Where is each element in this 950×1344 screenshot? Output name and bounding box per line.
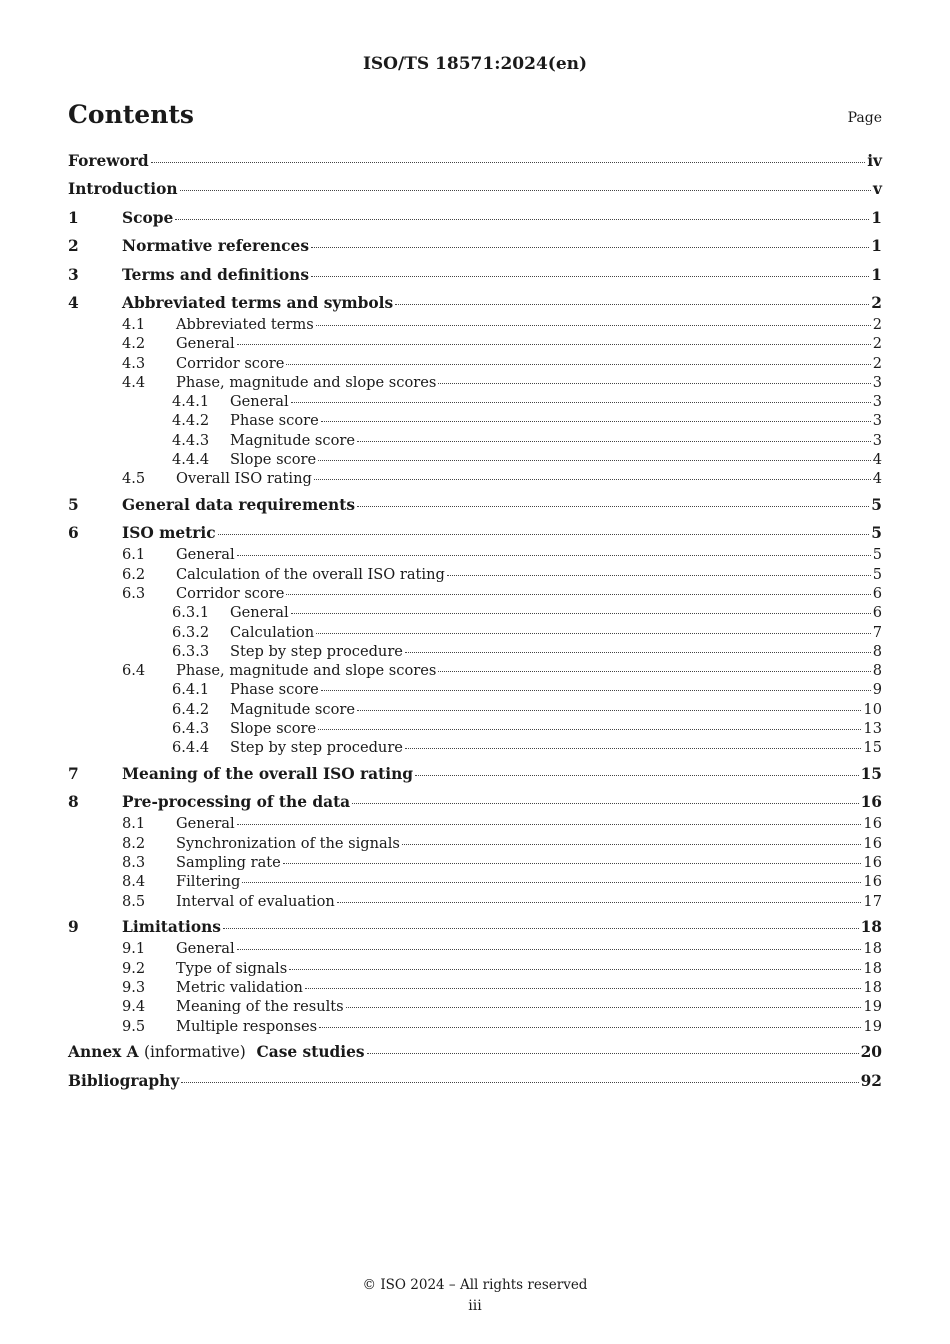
toc-entry-number: 6.3.1 bbox=[172, 604, 210, 622]
toc-entry[interactable] bbox=[68, 1043, 882, 1065]
toc-entry[interactable] bbox=[68, 355, 882, 374]
toc-leader-dots bbox=[438, 670, 870, 672]
toc-entry-title: Terms and definitions bbox=[122, 265, 310, 284]
toc-leader-dots bbox=[237, 343, 871, 345]
toc-entry-page: 16 bbox=[863, 815, 882, 833]
contents-title: Contents bbox=[68, 100, 195, 129]
toc-entry-number: 9.1 bbox=[122, 940, 146, 958]
toc-entry[interactable] bbox=[68, 815, 882, 834]
toc-entry-page: 2 bbox=[872, 335, 882, 353]
toc-leader-dots bbox=[283, 862, 862, 864]
table-of-contents bbox=[68, 152, 882, 1094]
toc-entry-title: Interval of evaluation bbox=[176, 892, 335, 910]
toc-entry[interactable] bbox=[68, 643, 882, 662]
toc-leader-dots bbox=[237, 823, 862, 825]
toc-entry-number: 8.3 bbox=[122, 854, 146, 872]
toc-entry[interactable] bbox=[68, 854, 882, 873]
footer-copyright: © ISO 2024 – All rights reserved bbox=[362, 1277, 588, 1293]
toc-entry-page: iv bbox=[867, 152, 882, 170]
toc-entry-number: 9.4 bbox=[122, 998, 146, 1016]
toc-leader-dots bbox=[291, 612, 871, 614]
toc-entry-page: 1 bbox=[871, 237, 882, 256]
footer-page-number: iii bbox=[468, 1298, 482, 1314]
toc-entry-page: 6 bbox=[872, 585, 882, 602]
toc-entry-title: General bbox=[230, 604, 289, 622]
toc-entry-page: 17 bbox=[863, 892, 882, 910]
toc-entry-title: General bbox=[176, 940, 235, 958]
toc-entry-title: Meaning of the overall ISO rating bbox=[122, 765, 414, 784]
toc-leader-dots bbox=[175, 218, 869, 220]
toc-entry-number: 6.3.2 bbox=[172, 623, 210, 641]
toc-entry-page: 3 bbox=[872, 393, 882, 411]
toc-entry-page: 5 bbox=[872, 546, 882, 564]
toc-entry-title: Corridor score bbox=[176, 585, 285, 602]
toc-entry-title: Metric validation bbox=[176, 978, 303, 996]
toc-entry-number: 8.2 bbox=[122, 834, 146, 852]
toc-entry-title: Sampling rate bbox=[176, 854, 281, 872]
toc-entry[interactable] bbox=[68, 662, 882, 681]
toc-leader-dots bbox=[405, 747, 861, 749]
toc-entry[interactable] bbox=[68, 873, 882, 892]
toc-entry[interactable] bbox=[68, 940, 882, 959]
toc-entry-title: Abbreviated terms and symbols bbox=[122, 293, 394, 312]
toc-entry[interactable] bbox=[68, 180, 882, 202]
toc-leader-dots bbox=[181, 1081, 858, 1083]
toc-leader-dots bbox=[395, 303, 869, 305]
toc-entry[interactable] bbox=[68, 566, 882, 585]
toc-entry-page: 8 bbox=[872, 642, 882, 660]
toc-leader-dots bbox=[321, 689, 871, 691]
toc-entry[interactable] bbox=[68, 496, 882, 518]
toc-leader-dots bbox=[402, 843, 862, 845]
toc-entry-number: 4.4.3 bbox=[172, 431, 210, 449]
toc-entry-title: Calculation of the overall ISO rating bbox=[176, 565, 445, 583]
toc-entry[interactable] bbox=[68, 835, 882, 854]
toc-entry-number: 8.5 bbox=[122, 892, 146, 910]
toc-leader-dots bbox=[180, 189, 871, 191]
toc-entry-title: Corridor score bbox=[176, 354, 285, 372]
toc-leader-dots bbox=[286, 593, 870, 595]
toc-leader-dots bbox=[305, 987, 861, 989]
toc-entry-number: 9.5 bbox=[122, 1017, 146, 1035]
toc-entry-page: 3 bbox=[872, 431, 882, 449]
toc-entry-page: 13 bbox=[863, 720, 882, 738]
toc-entry-number: 4.4.4 bbox=[172, 451, 210, 469]
toc-leader-dots bbox=[357, 440, 871, 442]
toc-entry-title: Introduction bbox=[68, 180, 178, 199]
toc-entry-title: Type of signals bbox=[176, 959, 288, 977]
toc-entry-page: 19 bbox=[863, 998, 882, 1016]
toc-entry[interactable] bbox=[68, 451, 882, 470]
toc-entry[interactable] bbox=[68, 432, 882, 451]
toc-entry[interactable] bbox=[68, 412, 882, 431]
toc-entry-title: ISO metric bbox=[122, 524, 216, 543]
toc-entry-title: Foreword bbox=[68, 152, 149, 170]
toc-entry-page: 3 bbox=[872, 373, 882, 391]
toc-leader-dots bbox=[447, 574, 871, 576]
toc-entry-title: Magnitude score bbox=[230, 431, 355, 449]
toc-entry[interactable] bbox=[68, 960, 882, 979]
toc-entry-page: 19 bbox=[863, 1017, 882, 1035]
toc-entry-page: 15 bbox=[860, 765, 882, 784]
toc-entry-number: 4.3 bbox=[122, 354, 146, 372]
toc-entry-page: 10 bbox=[863, 700, 882, 718]
toc-entry-number: 4.4 bbox=[122, 373, 146, 391]
toc-entry-title: Bibliography bbox=[68, 1071, 180, 1090]
toc-entry-number: 4.1 bbox=[122, 315, 146, 333]
toc-entry-title: Multiple responses bbox=[176, 1017, 318, 1035]
toc-entry-page: 18 bbox=[860, 918, 882, 937]
toc-entry-title: Slope score bbox=[230, 451, 317, 469]
toc-entry[interactable] bbox=[68, 374, 882, 393]
toc-leader-dots bbox=[316, 632, 871, 634]
toc-entry[interactable] bbox=[68, 998, 882, 1017]
toc-entry-page: 9 bbox=[872, 681, 882, 699]
toc-entry-title: Phase, magnitude and slope scores bbox=[176, 662, 437, 680]
toc-leader-dots bbox=[438, 382, 870, 384]
toc-entry[interactable] bbox=[68, 335, 882, 354]
toc-entry-page: 16 bbox=[863, 873, 882, 891]
toc-leader-dots bbox=[316, 324, 871, 326]
toc-entry-page: 2 bbox=[871, 293, 882, 312]
toc-entry-title: Filtering bbox=[176, 873, 241, 891]
toc-entry-number: 1 bbox=[68, 208, 79, 227]
toc-entry-title: Step by step procedure bbox=[230, 642, 403, 660]
toc-entry[interactable] bbox=[68, 979, 882, 998]
toc-entry-page: 15 bbox=[863, 739, 882, 757]
toc-entry-number: 6.3 bbox=[122, 585, 146, 602]
toc-entry[interactable] bbox=[68, 585, 882, 604]
toc-entry-title: General bbox=[176, 546, 235, 564]
toc-entry-title: Normative references bbox=[122, 237, 309, 256]
toc-entry-number: 9 bbox=[68, 918, 79, 937]
toc-entry-number: 6.4.3 bbox=[172, 720, 210, 738]
toc-entry[interactable] bbox=[68, 765, 882, 787]
toc-leader-dots bbox=[311, 246, 869, 248]
toc-entry-number: 4.5 bbox=[122, 470, 146, 488]
toc-entry-page: 18 bbox=[863, 978, 882, 996]
toc-entry-title: Synchronization of the signals bbox=[176, 834, 400, 852]
toc-entry-number: 6.4 bbox=[122, 662, 146, 680]
toc-entry-number: 6 bbox=[68, 524, 79, 543]
toc-entry-page: 92 bbox=[860, 1071, 882, 1090]
toc-entry-number: 9.3 bbox=[122, 978, 146, 996]
toc-entry-title: Calculation bbox=[230, 623, 315, 641]
toc-entry-page: 20 bbox=[860, 1043, 882, 1062]
toc-entry-number: 8.4 bbox=[122, 873, 146, 891]
toc-entry[interactable] bbox=[68, 209, 882, 231]
toc-entry-title: General bbox=[176, 335, 235, 353]
toc-entry-page: 2 bbox=[872, 354, 882, 372]
toc-entry[interactable] bbox=[68, 237, 882, 259]
toc-leader-dots bbox=[337, 901, 862, 903]
toc-entry-title: Overall ISO rating bbox=[176, 470, 312, 488]
page-column-label: Page bbox=[847, 110, 882, 126]
toc-entry-page: 5 bbox=[871, 496, 882, 515]
toc-entry-page: 18 bbox=[863, 959, 882, 977]
toc-entry-number: 9.2 bbox=[122, 959, 146, 977]
toc-entry-page: 2 bbox=[872, 315, 882, 333]
toc-entry-page: 16 bbox=[863, 834, 882, 852]
toc-leader-dots bbox=[415, 774, 859, 776]
toc-entry-number: 6.4.4 bbox=[172, 739, 210, 757]
toc-entry-page: 18 bbox=[863, 940, 882, 958]
toc-entry-page: 16 bbox=[860, 793, 882, 812]
toc-leader-dots bbox=[318, 459, 871, 461]
toc-entry-page: 3 bbox=[872, 412, 882, 430]
toc-leader-dots bbox=[346, 1006, 862, 1008]
toc-leader-dots bbox=[318, 728, 861, 730]
toc-leader-dots bbox=[223, 927, 859, 929]
toc-entry-title: Phase, magnitude and slope scores bbox=[176, 373, 437, 391]
toc-entry[interactable] bbox=[68, 720, 882, 739]
toc-leader-dots bbox=[218, 533, 870, 535]
toc-entry[interactable] bbox=[68, 546, 882, 565]
toc-entry[interactable] bbox=[68, 624, 882, 643]
toc-entry-title: Abbreviated terms bbox=[176, 315, 314, 333]
toc-entry[interactable] bbox=[68, 681, 882, 700]
toc-entry[interactable] bbox=[68, 793, 882, 815]
annex-note: (informative) bbox=[143, 1043, 246, 1062]
toc-entry-number: 6.4.1 bbox=[172, 681, 210, 699]
toc-entry-title: General bbox=[230, 393, 289, 411]
toc-entry-title: Limitations bbox=[122, 918, 221, 937]
toc-leader-dots bbox=[367, 1052, 859, 1054]
toc-leader-dots bbox=[311, 275, 869, 277]
toc-entry-page: 4 bbox=[872, 451, 882, 469]
toc-entry[interactable] bbox=[68, 294, 882, 316]
toc-leader-dots bbox=[291, 401, 871, 403]
toc-entry-title: Phase score bbox=[230, 412, 319, 430]
toc-entry-number: 4.4.1 bbox=[172, 393, 210, 411]
toc-entry-page: 5 bbox=[871, 524, 882, 543]
toc-entry[interactable] bbox=[68, 470, 882, 489]
toc-entry-number: 3 bbox=[68, 265, 79, 284]
toc-entry-page: 16 bbox=[863, 854, 882, 872]
annex-title: Case studies bbox=[256, 1043, 365, 1062]
toc-leader-dots bbox=[242, 881, 861, 883]
toc-leader-dots bbox=[314, 478, 871, 480]
toc-entry[interactable] bbox=[68, 918, 882, 940]
toc-entry-number: 7 bbox=[68, 765, 79, 784]
toc-leader-dots bbox=[151, 161, 866, 163]
toc-entry[interactable] bbox=[68, 152, 882, 174]
toc-entry-number: 6.1 bbox=[122, 546, 146, 564]
toc-entry-number: 4.2 bbox=[122, 335, 146, 353]
toc-entry[interactable] bbox=[68, 266, 882, 288]
toc-entry-number: 8 bbox=[68, 793, 79, 812]
toc-entry[interactable] bbox=[68, 524, 882, 546]
toc-leader-dots bbox=[357, 709, 861, 711]
toc-entry-number: 6.3.3 bbox=[172, 642, 210, 660]
toc-entry[interactable] bbox=[68, 604, 882, 623]
toc-entry-page: 6 bbox=[872, 604, 882, 622]
toc-leader-dots bbox=[286, 363, 870, 365]
toc-entry-page: v bbox=[873, 180, 882, 199]
toc-entry-page: 8 bbox=[872, 662, 882, 680]
toc-entry[interactable] bbox=[68, 316, 882, 335]
toc-leader-dots bbox=[352, 802, 858, 804]
toc-entry-page: 1 bbox=[871, 208, 882, 227]
toc-entry-number: 5 bbox=[68, 496, 79, 515]
toc-entry[interactable] bbox=[68, 893, 882, 912]
toc-entry-number: 6.4.2 bbox=[172, 700, 210, 718]
toc-leader-dots bbox=[319, 1026, 861, 1028]
toc-leader-dots bbox=[289, 968, 861, 970]
toc-entry-page: 4 bbox=[872, 470, 882, 488]
toc-entry-number: 8.1 bbox=[122, 815, 146, 833]
toc-entry-title: Meaning of the results bbox=[176, 998, 344, 1016]
annex-label: Annex A bbox=[68, 1043, 139, 1062]
toc-entry-title: Scope bbox=[122, 208, 174, 227]
toc-entry-title bbox=[68, 1043, 365, 1061]
toc-entry[interactable] bbox=[68, 1018, 882, 1037]
toc-entry[interactable] bbox=[68, 739, 882, 758]
toc-entry-page: 7 bbox=[872, 623, 882, 641]
toc-entry-title: Phase score bbox=[230, 681, 319, 699]
toc-entry[interactable] bbox=[68, 393, 882, 412]
toc-entry-page: 5 bbox=[872, 565, 882, 583]
toc-entry-number: 6.2 bbox=[122, 565, 146, 583]
toc-entry-page: 1 bbox=[871, 265, 882, 284]
toc-leader-dots bbox=[321, 420, 871, 422]
document-header: ISO/TS 18571:2024(en) bbox=[362, 54, 588, 74]
toc-leader-dots bbox=[237, 948, 862, 950]
toc-entry-number: 4.4.2 bbox=[172, 412, 210, 430]
toc-entry-title: General data requirements bbox=[122, 496, 356, 515]
toc-entry-title: General bbox=[176, 815, 235, 833]
toc-entry-number: 2 bbox=[68, 237, 79, 256]
toc-entry-number: 4 bbox=[68, 293, 79, 312]
toc-entry[interactable] bbox=[68, 701, 882, 720]
toc-entry-title: Magnitude score bbox=[230, 700, 355, 718]
toc-entry[interactable] bbox=[68, 1072, 882, 1094]
toc-leader-dots bbox=[405, 651, 871, 653]
toc-entry-title: Step by step procedure bbox=[230, 739, 403, 757]
toc-entry-title: Slope score bbox=[230, 720, 317, 738]
toc-entry-title: Pre-processing of the data bbox=[122, 793, 351, 812]
toc-leader-dots bbox=[237, 554, 871, 556]
toc-leader-dots bbox=[357, 505, 869, 507]
